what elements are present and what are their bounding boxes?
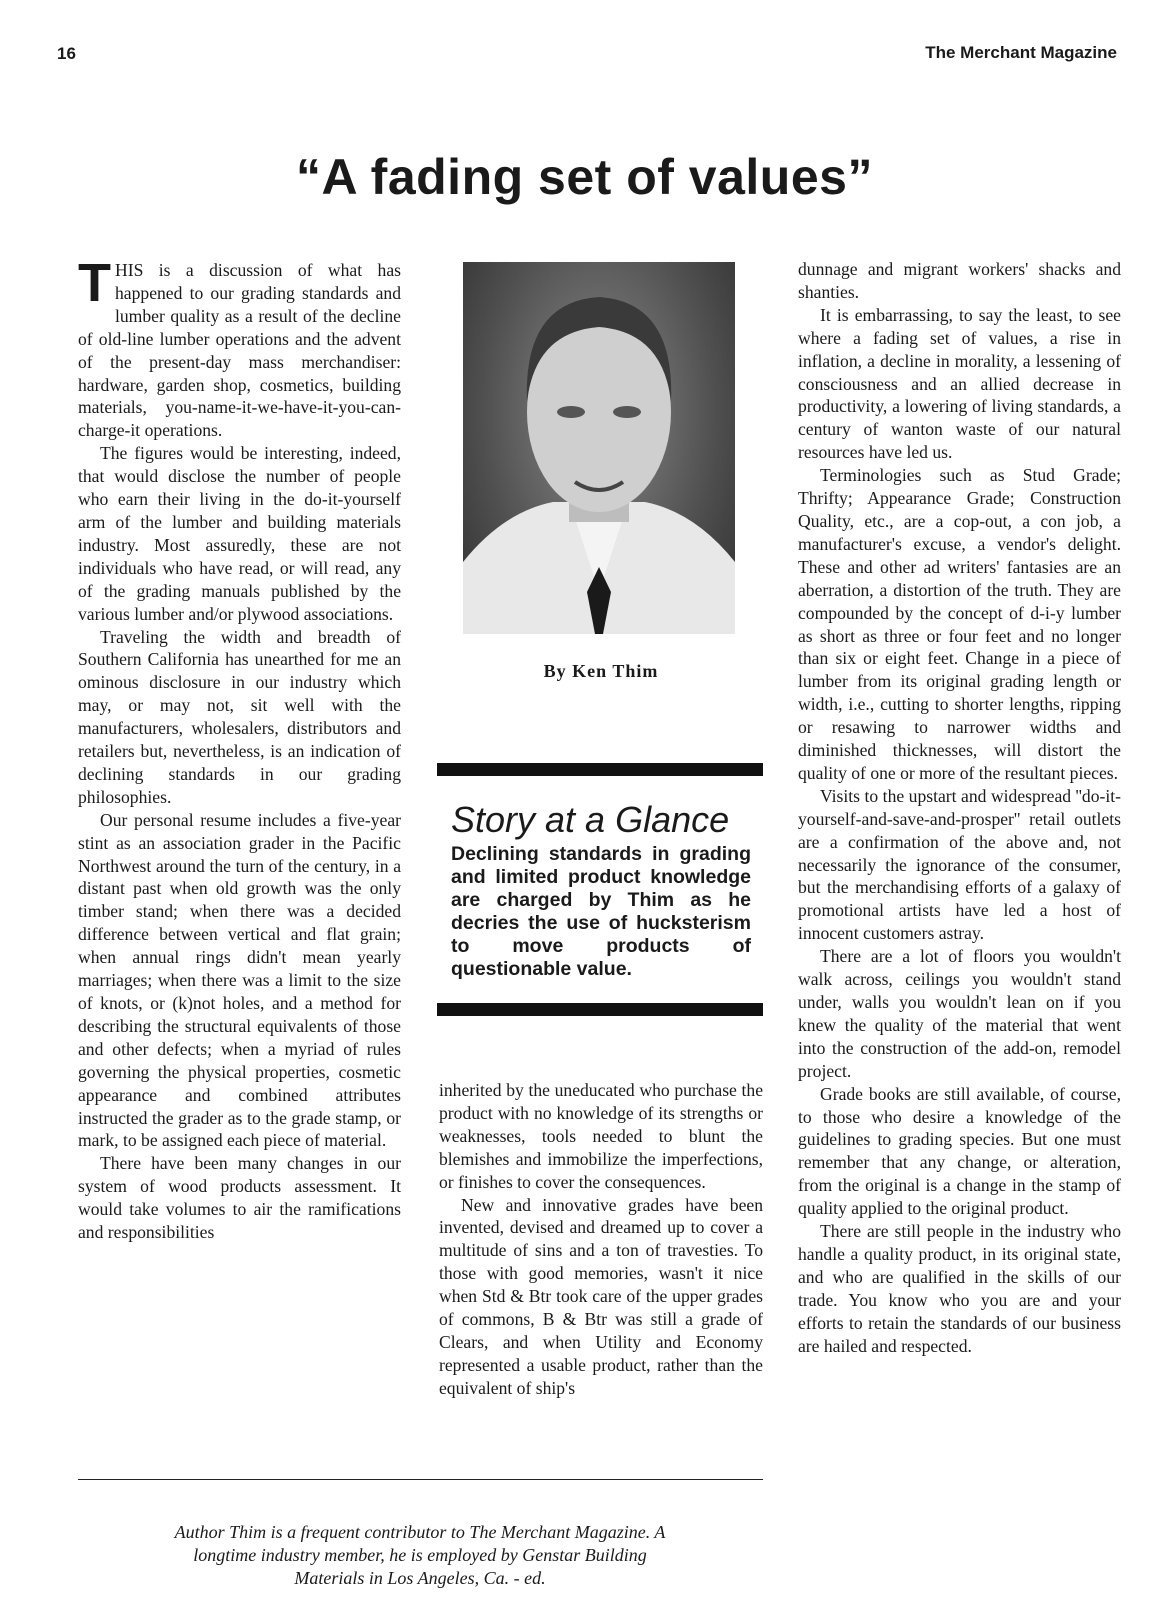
article-column-2 [439,1079,763,1400]
article-column-3 [798,258,1121,1358]
glance-bottom-bar [437,1003,763,1016]
glance-top-bar [437,763,763,776]
paragraph: dunnage and migrant workers' shacks and shanties. [798,259,1121,302]
magazine-title: The Merchant Magazine [925,43,1117,62]
author-photo [463,262,735,634]
glance-title: Story at a Glance [451,799,730,840]
author-footnote: Author Thim is a frequent contributor to The Merchant Magazine. A longtime industry member, he is employed by Genstar Building Materials in Los Angeles, Ca. - ed. [174,1522,666,1588]
glance-text: Declining standards in grading and limited product knowledge are charged by Thim as he decries the use of hucksterism to move products of questionable value. [451,843,751,980]
drop-cap: T [78,253,111,313]
paragraph: The figures would be interesting, indeed, that would disclose the number of people who earn their living in the do-it-yourself arm of the lumber and building materials industry. Most assuredly, these are not individuals who have read, or will read, any of the grading manuals published by the various lumber and/or plywood associations. [78,443,401,624]
headline: “A fading set of values” [296,149,873,205]
paragraph: There are a lot of floors you wouldn't walk across, ceilings you wouldn't stand under, walls you wouldn't lean on if you knew the quality of the material that went into the construction of the add-on, remodel project. [798,946,1121,1081]
byline: By Ken Thim [543,661,659,681]
paragraph: inherited by the uneducated who purchase the product with no knowledge of its strengths or weaknesses, tools needed to blunt the blemishes and immobilize the imperfections, or finishes to cover the consequences. [439,1080,763,1192]
paragraph: THIS is a discussion of what has happened to our grading standards and lumber quality as a result of the decline of old-line lumber operations and the advent of the present-day mass merchandiser: hardware, garden shop, cosmetics, building materials, you-name-it-we-have-it-you-can-charge-it operations. [78,253,401,441]
footnote-rule [78,1479,763,1480]
paragraph: Visits to the upstart and widespread ''do-it-yourself-and-save-and-prosper'' retail outlets are a confirmation of the above and, not necessarily the ignorance of the consumer, but the merchandising efforts of a galaxy of promotional artists have led a host of innocent customers astray. [798,785,1121,944]
paragraph: Terminologies such as Stud Grade; Thrifty; Appearance Grade; Construction Quality, etc., are a cop-out, a con job, a manufacturer's excuse, a vendor's delight. These and other ad writers' fantasies are an aberration, a distortion of the truth. They are compounded by the concept of d-i-y lumber as short as three or four feet and no longer than six or eight feet. Change in a piece of lumber from its original grading length or width, i.e., cutting to shorter lengths, ripping or resawing to narrower widths and diminished thicknesses, will distort the quality of one or more of the resultant pieces. [798,465,1121,783]
paragraph: There have been many changes in our system of wood products assessment. It would take volumes to air the ramifications and responsibilities [78,1153,401,1243]
paragraph: Grade books are still available, of course, to those who desire a knowledge of the guidelines to grading species. But one must remember that any change, or alteration, from the original is a change in the stamp of quality applied to the original product. [798,1083,1121,1219]
paragraph: It is embarrassing, to say the least, to see where a fading set of values, a rise in inflation, a decline in morality, a lessening of consciousness and an allied decrease in productivity, a lowering of living standards, a century of wanton waste of our natural resources have led us. [798,304,1121,463]
paragraph: Our personal resume includes a five-year stint as an association grader in the Pacific Northwest around the turn of the century, in a distant past when old growth was the only timber stand; when there was a decided difference between vertical and flat grain; when annual rings didn't mean yearly marriages; when there was a limit to the size of knots, or (k)not holes, and a method for describing the structural equivalents of those and other defects; when a myriad of rules governing the physical properties, cosmetic appearance and combined attributes instructed the grader as to the grade stamp, or mark, to be assigned each piece of material. [78,809,401,1151]
article-column-1 [78,253,401,1244]
paragraph: There are still people in the industry who handle a quality product, in its original state, and who are qualified in the skills of our trade. You know who you are and your efforts to retain the standards of our business are hailed and respected. [798,1221,1121,1356]
paragraph: Traveling the width and breadth of Southern California has unearthed for me an ominous disclosure in our industry which may, or may not, sit well with the manufacturers, wholesalers, distributors and retailers but, nevertheless, is an indication of declining standards in our grading philosophies. [78,626,401,807]
paragraph: New and innovative grades have been invented, devised and dreamed up to cover a multitude of sins and a ton of travesties. To those with good memories, wasn't it nice when Std & Btr took care of the upper grades of commons, B & Btr was still a grade of Clears, and when Utility and Economy represented a usable product, rather than the equivalent of ship's [439,1194,763,1398]
page-number: 16 [57,44,76,63]
